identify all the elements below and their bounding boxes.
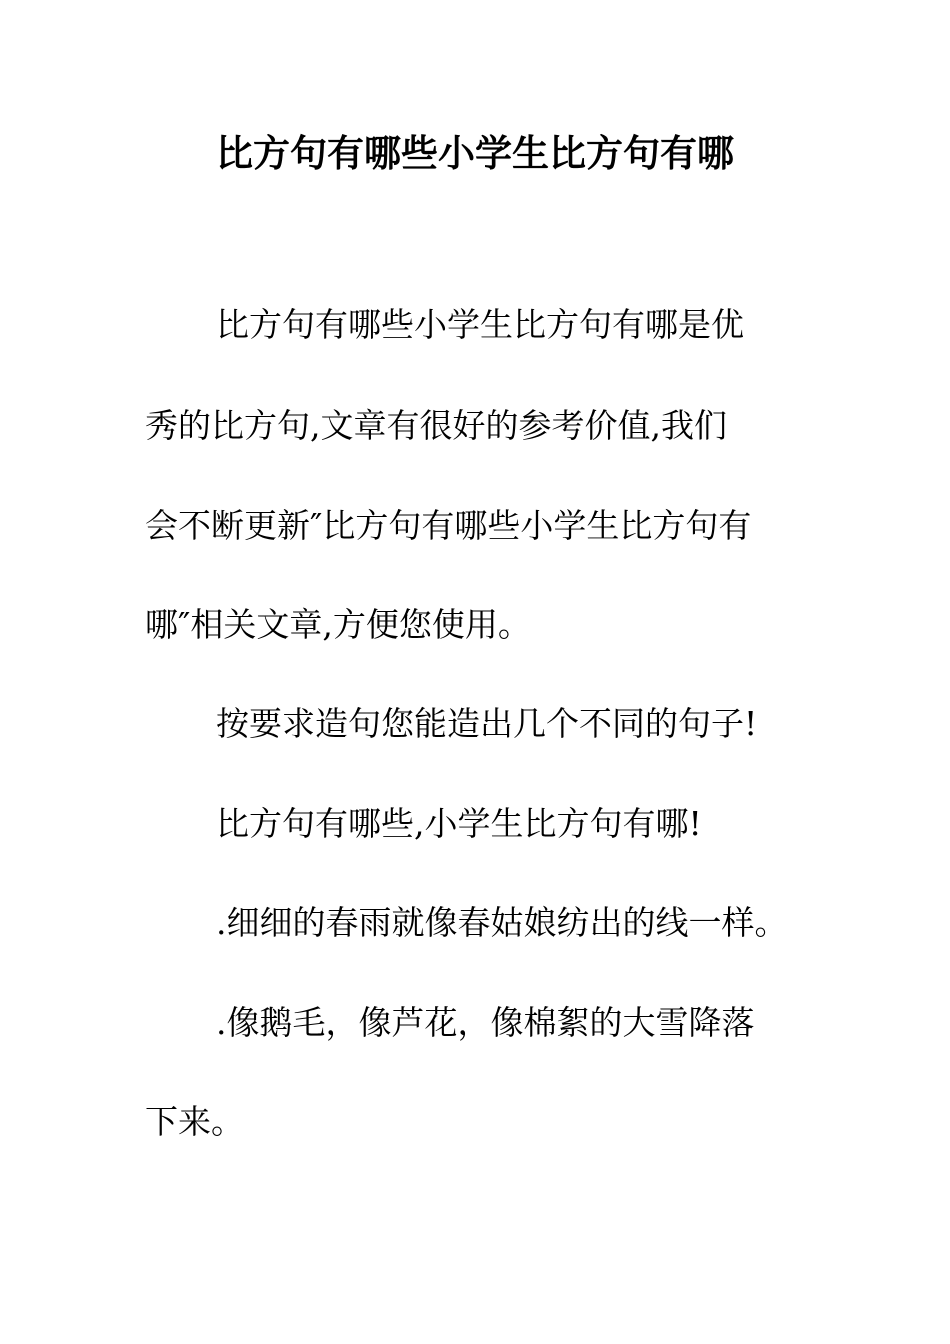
paragraph-line: 比方句有哪些,小学生比方句有哪!: [216, 804, 702, 843]
paragraph-line: .细细的春雨就像春姑娘纺出的线一样。: [216, 903, 788, 942]
paragraph-line: 哪″相关文章,方便您使用。: [145, 605, 531, 644]
paragraph-line: 下来。: [145, 1102, 244, 1141]
paragraph-line: 会不断更新″比方句有哪些小学生比方句有: [145, 506, 752, 545]
paragraph-line: 按要求造句您能造出几个不同的句子!: [216, 704, 758, 743]
paragraph-line: 秀的比方句,文章有很好的参考价值,我们: [145, 406, 727, 445]
paragraph-line: .像鹅毛，像芦花，像棉絮的大雪降落: [216, 1003, 755, 1042]
paragraph-line: 比方句有哪些小学生比方句有哪是优: [216, 305, 744, 344]
document-title: 比方句有哪些小学生比方句有哪: [216, 131, 734, 175]
